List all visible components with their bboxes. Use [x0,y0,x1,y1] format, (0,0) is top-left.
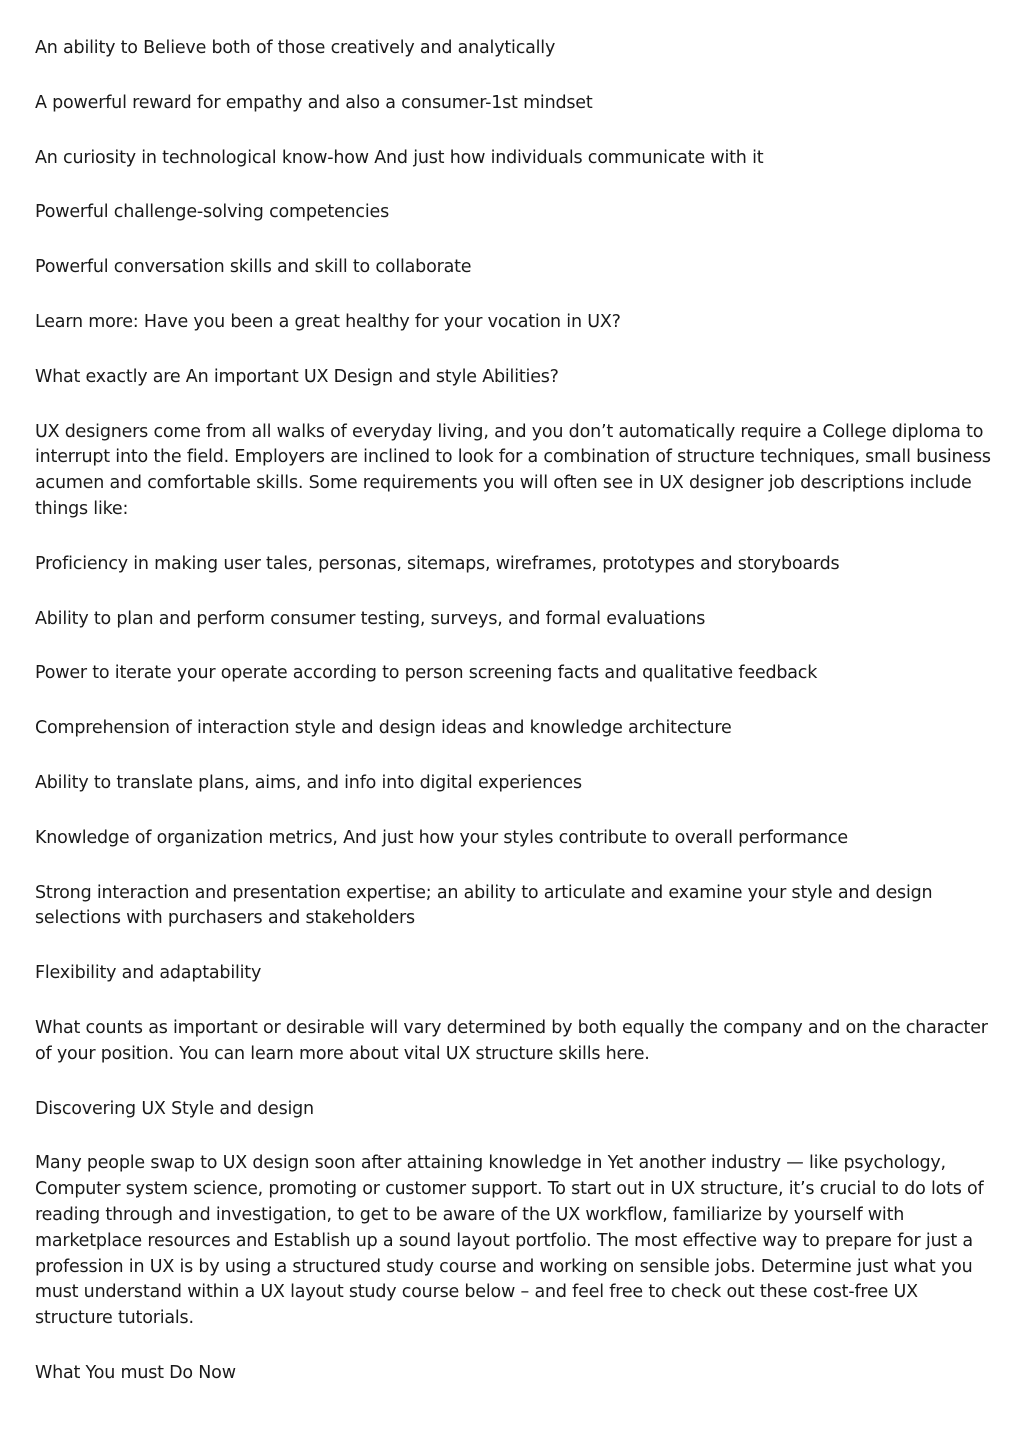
paragraph-communication: Powerful conversation skills and skill to collaborate [35,257,472,278]
document-body [35,36,995,1416]
paragraph-problem-solving: Powerful challenge-solving competencies [35,202,390,223]
paragraph-business-metrics: Knowledge of organization metrics, And just how your styles contribute to overall performance [35,827,848,848]
paragraph-proficiency: Proficiency in making user tales, personas, sitemaps, wireframes, prototypes and storyboards [35,553,840,574]
paragraph-iterate: Power to iterate your operate according to person screening facts and qualitative feedback [35,663,818,684]
paragraph-ability-think: An ability to Believe both of those creatively and analytically [35,38,556,58]
paragraph-heading-what-now: What You must Do Now [35,1362,236,1383]
paragraph-empathy: A powerful reward for empathy and also a consumer-1st mindset [35,92,593,113]
paragraph-heading-learning: Discovering UX Style and design [35,1098,314,1119]
paragraph-ux-designers: UX designers come from all walks of everyday living, and you don’t automatically require a College diploma to interrupt into the field. Employers are inclined to look for a combination of structure techniques, small business acumen and comfortable skills. Some requirements you will often see in UX designer job descriptions include things like: [35,421,991,519]
paragraph-translate-plans: Ability to translate plans, aims, and info into digital experiences [35,772,582,793]
paragraph-interaction-design: Comprehension of interaction style and design ideas and knowledge architecture [35,718,732,739]
paragraph-heading-skills: What exactly are An important UX Design and style Abilities? [35,366,559,387]
paragraph-presentation: Strong interaction and presentation expertise; an ability to articulate and examine your style and design selections with purchasers and stakeholders [35,882,933,929]
paragraph-curiosity: An curiosity in technological know-how And just how individuals communicate with it [35,147,764,168]
paragraph-testing: Ability to plan and perform consumer testing, surveys, and formal evaluations [35,608,706,629]
paragraph-many-people: Many people swap to UX design soon after attaining knowledge in Yet another industry — like psychology, Computer system science, promoting or customer support. To start out in UX structure, it’s crucial to do lots of reading through and investigation, to get to be aware of the UX workflow, familiarize by yourself with marketplace resources and Establish up a sound layout portfolio. The most effective way to prepare for just a profession in UX is by using a structured study course and working on sensible jobs. Determine just what you must understand within a UX layout study course below – and feel free to check out these cost-free UX structure tutorials. [35,1153,984,1329]
paragraph-flexibility: Flexibility and adaptability [35,963,262,984]
paragraph-learn-more: Learn more: Have you been a great healthy for your vocation in UX? [35,311,621,332]
paragraph-what-counts: What counts as important or desirable will vary determined by both equally the company and on the character of your position. You can learn more about vital UX structure skills here. [35,1017,988,1064]
